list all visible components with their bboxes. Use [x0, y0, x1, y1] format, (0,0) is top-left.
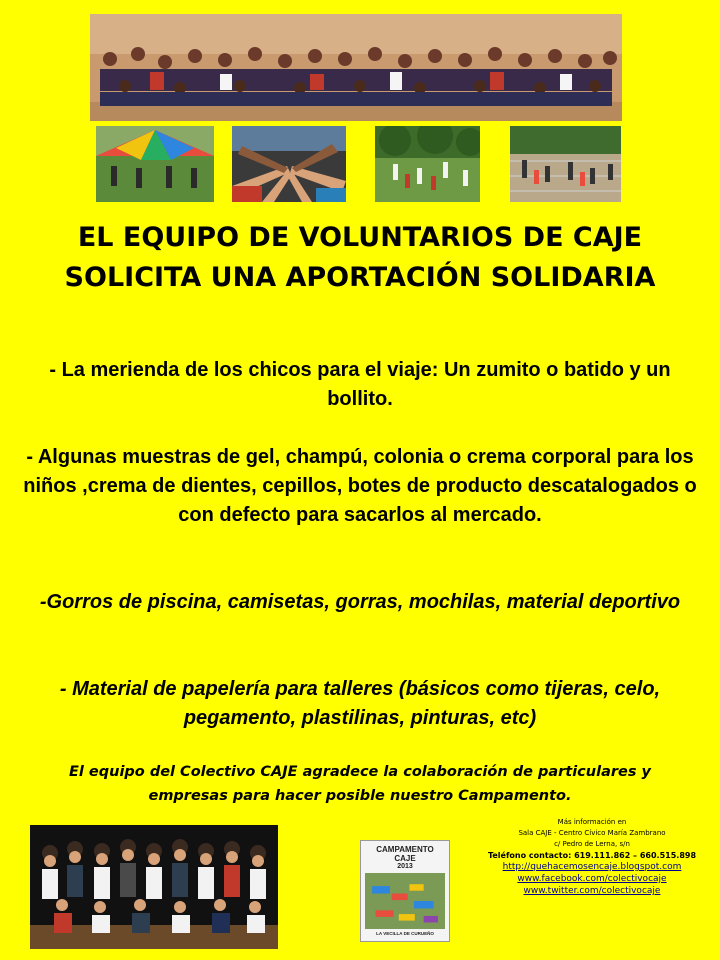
cover-line-3: 2013: [397, 863, 413, 870]
title-line-2: SOLICITA UNA APORTACIÓN SOLIDARIA: [64, 262, 656, 293]
title-line-1: EL EQUIPO DE VOLUNTARIOS DE CAJE: [77, 222, 643, 253]
twitter-link[interactable]: www.twitter.com/colectivocaje: [523, 886, 661, 896]
more-info-label: Más información en: [557, 818, 627, 826]
photo-court-game: [510, 126, 621, 202]
photo-field-game: [375, 126, 480, 202]
main-title: [0, 218, 720, 298]
contact-info: [476, 817, 708, 897]
photo-parachute: [96, 126, 214, 202]
venue-text: Sala CAJE - Centro Cívico María Zambrano: [518, 829, 666, 837]
item-toiletries: - Algunas muestras de gel, champú, colonia o crema corporal para los niños ,crema de dientes, cepillos, botes de producto descatalogados o con defecto para sacarlos al mercado.: [23, 446, 697, 526]
phone-text: Teléfono contacto: 619.111.862 – 660.515.898: [487, 851, 697, 860]
facebook-link[interactable]: www.facebook.com/colectivocaje: [517, 874, 667, 884]
blog-link[interactable]: http://quehacemosencaje.blogspot.com: [502, 862, 682, 872]
group-photo-bottom: [30, 825, 278, 949]
item-sports: -Gorros de piscina, camisetas, gorras, mochilas, material deportivo: [39, 591, 681, 613]
thanks-note: El equipo del Colectivo CAJE agradece la colaboración de particulares y empresas para hacer posible nuestro Campamento.: [69, 764, 651, 804]
address-text: c/ Pedro de Lerna, s/n: [554, 840, 630, 848]
group-photo-top: [90, 14, 622, 121]
cover-line-2: CAJE: [394, 854, 416, 863]
cover-bottom: LA VECILLA DE CURUEÑO: [376, 931, 434, 936]
item-stationery: - Material de papelería para talleres (básicos como tijeras, celo, pegamento, plastilinas, pinturas, etc): [59, 678, 661, 729]
campamento-cover: [360, 840, 450, 942]
item-snack: - La merienda de los chicos para el viaje: Un zumito o batido y un bollito.: [49, 359, 671, 410]
photo-hands: [232, 126, 346, 202]
cover-line-1: CAMPAMENTO: [376, 845, 434, 854]
